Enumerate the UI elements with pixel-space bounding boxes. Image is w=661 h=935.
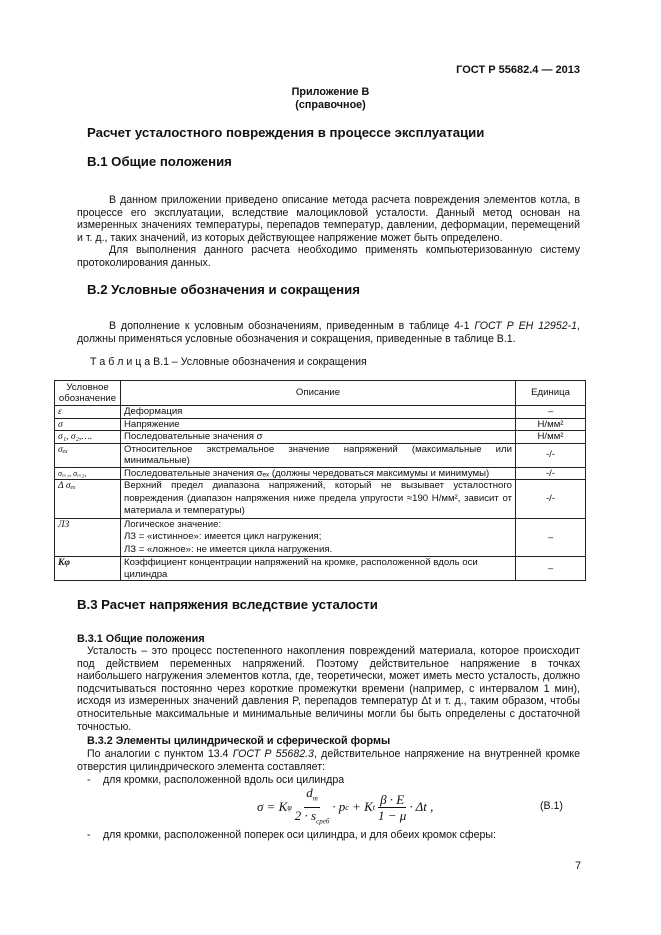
symbols-table [54,380,586,581]
b3-heading: В.3 Расчет напряжения вследствие усталости [77,597,378,612]
fraction [378,792,406,823]
symbol: ЛЗ [55,518,121,557]
b1-paragraph-1: В данном приложении приведено описание метода расчета повреждения элементов котла, в процессе его эксплуатации, вследствие малоцикловой усталости. Данный метод основан на измеренных значениях температуры, перепадов температур, давлении, деформации, перемещений и т. д., таких значений, из которых действующее напряжение может быть определено. [77,194,580,244]
formula-part: среб [316,817,330,826]
b1-heading: В.1 Общие положения [87,154,232,169]
table-row [55,431,586,444]
symbol: σₑₓ [55,443,121,467]
table-header-row [55,381,586,406]
description: Напряжение [121,418,516,431]
symbol: ε [55,406,121,419]
unit: Н/мм² [516,431,586,444]
header-unit: Единица [516,381,586,406]
symbol: σ₁, σ₂,…. [55,431,121,444]
formula-part: 2 · s [294,807,317,823]
fraction [295,785,329,829]
description-line: ЛЗ = «истинное»: имеется цикл нагружения; [124,531,322,542]
text: , должны применяться условные обозначения и сокращения, приведенные в таблице В.1. [77,320,580,345]
list-item-1: для кромки, расположенной вдоль оси цилиндра [103,774,345,786]
list-dash: - [87,829,91,841]
header-symbol: Условное обозначение [55,381,121,406]
formula-part: m [312,794,318,803]
page-number: 7 [575,860,582,872]
formula-part: · p [332,799,346,814]
appendix-subtitle: (справочное) [295,99,366,111]
table-row [55,518,586,557]
standard-reference: ГОСТ Р 55682.3 [232,748,314,760]
b2-paragraph [77,320,580,345]
unit: Н/мм² [516,418,586,431]
formula-part: d [306,784,313,800]
b32-paragraph [77,748,580,773]
unit: – [516,557,586,581]
document-header: ГОСТ Р 55682.4 — 2013 [456,64,580,76]
unit: – [516,406,586,419]
b1-paragraph-2: Для выполнения данного расчета необходимо применять компьютеризованную систему протоколирования данных. [77,244,580,269]
list-dash: - [87,774,91,786]
table-row [55,406,586,419]
formula-part: c [345,802,349,812]
b31-heading: В.3.1 Общие положения [77,633,205,645]
formula-part: 1 − μ [378,807,407,823]
description-line: ЛЗ = «ложное»: не имеется цикла нагружения. [124,543,333,555]
formula-b1 [257,786,433,828]
text: В дополнение к условным обозначениям, приведенным в таблице 4-1 [109,320,475,332]
standard-reference: ГОСТ Р ЕН 12952-1 [474,320,578,332]
b2-heading: В.2 Условные обозначения и сокращения [87,282,360,297]
list-item-2: для кромки, расположенной поперек оси цилиндра, и для обеих кромок сферы: [103,829,496,841]
header-description: Описание [121,381,516,406]
symbol: Kφ [55,557,121,581]
symbol: σₑₓ₁, σₑₓ₂, [55,467,121,480]
main-title: Расчет усталостного повреждения в процессе эксплуатации [87,125,485,140]
description: Относительное экстремальное значение напряжений (максимальные или минимальные) [121,443,516,467]
text: , действительное напряжение на внутренней кромке отверстия цилиндрического элемента составляет: [77,748,581,773]
b32-heading: В.3.2 Элементы цилиндрической и сферической формы [87,735,391,747]
formula-part: t [372,802,376,812]
formula-part: + K [352,799,373,814]
table-row [55,467,586,480]
table-row [55,480,586,519]
unit: -/- [516,467,586,480]
description [121,518,516,557]
formula-part: · Δt , [409,799,434,814]
table-row [55,443,586,467]
b31-paragraph: Усталость – это процесс постепенного накопления повреждений материала, которое происходит под действием переменных напряжений. Поэтому действительное напряжение в точках наибольшего нагружения элементов котла, где, теоретически, может иметь место усталость, должно подсчитываться постоянно через короткие промежутки времени (например, с интервалом 1 мин), исходя из измеренных значений давления P, перепадов температур Δt и т. д., таким образом, чтобы относительные максимальные и минимальные величины могли бы быть определены с достаточной точностью. [77,645,580,733]
description: Последовательные значения σ [121,431,516,444]
symbol: σ [55,418,121,431]
formula-part: σ = K [257,799,288,814]
formula-part: φ [287,802,292,812]
description: Верхний предел диапазона напряжений, который не вызывает усталостного повреждения (диапазон напряжения ниже предела упругости ≈190 Н/мм², зависит от материала и температуры) [121,480,516,519]
description: Последовательные значения σₑₓ (должны чередоваться максимумы и минимумы) [121,467,516,480]
symbol: Δ σₑₓ [55,480,121,519]
description: Коэффициент концентрации напряжений на кромке, расположенной вдоль оси цилиндра [121,557,516,581]
unit: -/- [516,443,586,467]
table-caption: Т а б л и ц а В.1 – Условные обозначения и сокращения [90,356,367,368]
formula-part: β · E [380,791,405,807]
unit: -/- [516,480,586,519]
unit: – [516,518,586,557]
text: По аналогии с пунктом 13.4 [87,748,233,760]
formula-label: (В.1) [540,800,563,812]
table-row [55,557,586,581]
description: Деформация [121,406,516,419]
appendix-title: Приложение В [291,86,370,98]
description-line: Логическое значение: [124,518,222,530]
table-row [55,418,586,431]
